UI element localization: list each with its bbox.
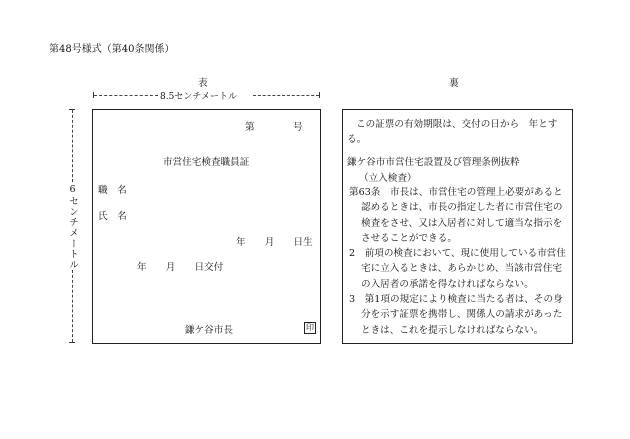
- back-card: [342, 109, 573, 344]
- width-tick-right: [319, 92, 320, 98]
- article-63: 第63条 市長は、市営住宅の管理上必要があると認めるときは、市長の指定した者に市営住宅の検査をさせ、又は入居者に対して適当な指示をさせることができる。: [349, 187, 563, 244]
- front-heading: 表: [198, 78, 208, 89]
- issue-date: 年 月 日交付: [137, 262, 224, 273]
- form-title: 第48号様式（第40条関係）: [49, 44, 175, 55]
- card-title: 市営住宅検査職員証: [163, 157, 250, 168]
- height-tick-bottom: [69, 342, 75, 343]
- name-label: 氏 名: [98, 211, 127, 222]
- width-label: 8.5センチメートル: [160, 92, 237, 102]
- excerpt-title: 鎌ケ谷市市営住宅設置及び管理条例抜粋: [347, 157, 520, 168]
- height-dash-top: [72, 110, 73, 182]
- card-number: 第 号: [245, 122, 303, 133]
- height-dash-bottom: [72, 270, 73, 342]
- width-dash-left: [94, 95, 158, 96]
- position-label: 職 名: [98, 185, 127, 196]
- front-card: [92, 109, 321, 344]
- section-title: （立入検査）: [359, 173, 417, 184]
- birth-date: 年 月 日生: [236, 237, 313, 248]
- issuer: 鎌ケ谷市長: [185, 325, 233, 336]
- height-label: 6センチメートル: [67, 184, 78, 271]
- seal-mark: 印: [306, 323, 314, 332]
- paragraph-3: 3 第1項の規定により検査に当たる者は、その身分を示す証票を携帯し、関係人の請求があったときは、これを提示しなければならない。: [349, 294, 563, 336]
- width-dash-right: [253, 95, 319, 96]
- paragraph-2: 2 前項の検査において、現に使用している市営住宅に立入るときは、あらかじめ、当該市営住宅の入居者の承諾を得なければならない。: [349, 248, 566, 290]
- validity-text: この証票の有効期限は、交付の日から 年とする。: [347, 119, 558, 146]
- back-heading: 裏: [449, 78, 459, 89]
